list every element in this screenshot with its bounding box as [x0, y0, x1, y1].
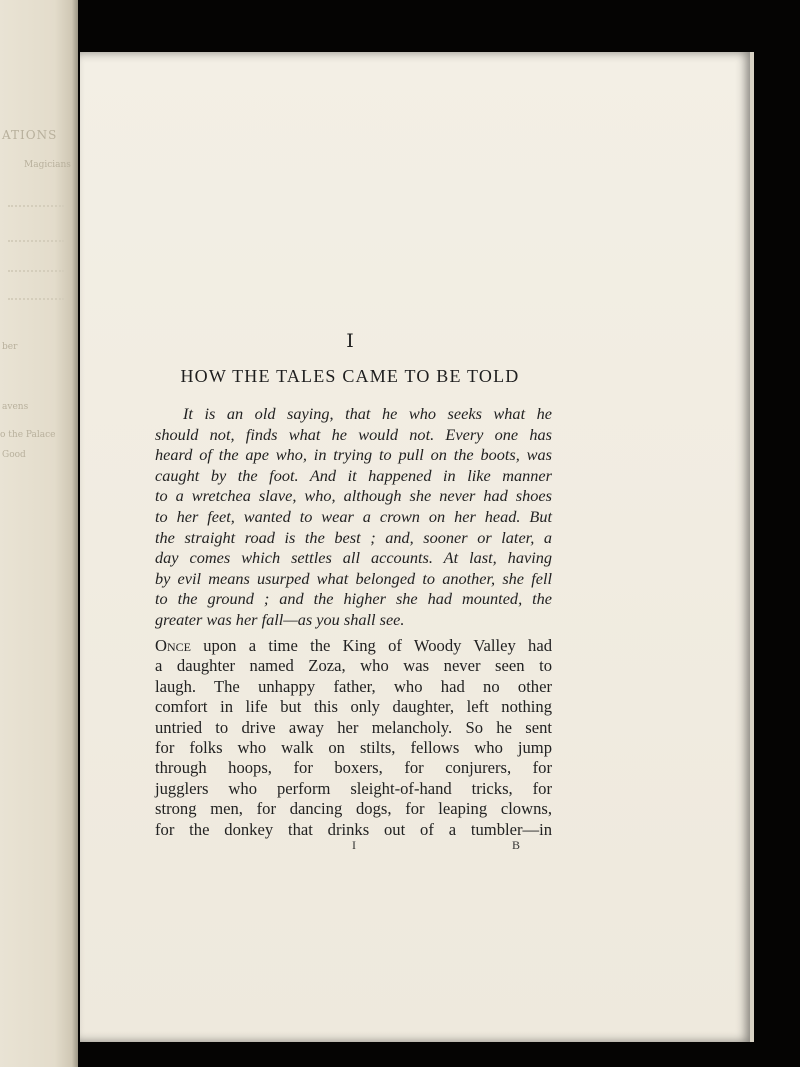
- facing-page: [0, 0, 78, 1067]
- intro-line: the straight road is the best ; and, sooner or later, a: [155, 527, 552, 547]
- intro-line: by evil means usurped what belonged to another, she fell: [155, 568, 552, 588]
- facing-page-fragment: o the Palace: [0, 430, 56, 440]
- intro-line: to a wretchea slave, who, although she never had shoes: [155, 486, 552, 506]
- facing-page-fragment: avens: [2, 402, 29, 412]
- body-first-line: [155, 636, 552, 656]
- intro-line: heard of the ape who, in trying to pull on the boots, was: [155, 445, 552, 465]
- facing-page-fragment: ber: [2, 342, 18, 352]
- body-paragraph: [155, 636, 552, 840]
- body-line: laugh. The unhappy father, who had no other: [155, 676, 552, 696]
- intro-line: to the ground ; and the higher she had mounted, the: [155, 589, 552, 609]
- body-line: for the donkey that drinks out of a tumbler—in: [155, 819, 552, 839]
- facing-page-fragment: Good: [2, 450, 26, 460]
- intro-line: caught by the foot. And it happened in like manner: [155, 465, 552, 485]
- body-line: untried to drive away her melancholy. So he sent: [155, 717, 552, 737]
- facing-page-fragment: ATIONS: [2, 128, 58, 142]
- body-line: for folks who walk on stilts, fellows who jump: [155, 738, 552, 758]
- leader-dots: [8, 270, 64, 272]
- drop-word: Once: [155, 636, 191, 655]
- intro-line: day comes which settles all accounts. At last, having: [155, 548, 552, 568]
- body-line: a daughter named Zoza, who was never seen to: [155, 656, 552, 676]
- signature-mark: B: [512, 838, 521, 852]
- body-line: through hoops, for boxers, for conjurers, for: [155, 758, 552, 778]
- intro-line: should not, finds what he would not. Every one has: [155, 424, 552, 444]
- facing-page-fragment: Magicians: [24, 160, 71, 170]
- chapter-number: I: [346, 330, 354, 352]
- leader-dots: [8, 205, 64, 207]
- intro-line: greater was her fall—as you shall see.: [155, 609, 405, 629]
- intro-line: It is an old saying, that he who seeks what he: [183, 404, 552, 423]
- body-line: strong men, for dancing dogs, for leaping clowns,: [155, 799, 552, 819]
- intro-paragraph: [155, 404, 552, 631]
- body-line: jugglers who perform sleight-of-hand tricks, for: [155, 778, 552, 798]
- chapter-title: HOW THE TALES CAME TO BE TOLD: [180, 366, 520, 386]
- body-line: comfort in life but this only daughter, left nothing: [155, 697, 552, 717]
- page-number: I: [352, 838, 356, 852]
- first-line-text: upon a time the King of Woody Valley had: [190, 636, 552, 655]
- leader-dots: [8, 298, 64, 300]
- intro-line: to her feet, wanted to wear a crown on her head. But: [155, 506, 552, 526]
- leader-dots: [8, 240, 64, 242]
- page-edge: [750, 52, 754, 1042]
